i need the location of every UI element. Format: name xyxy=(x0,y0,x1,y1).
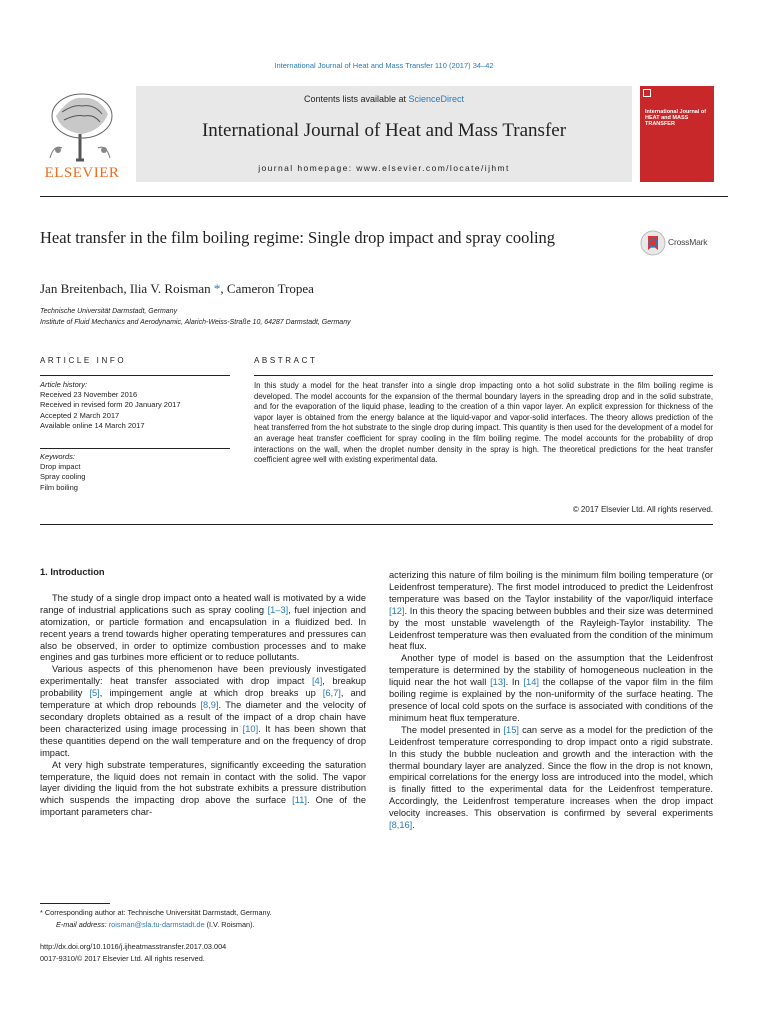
paragraph-text: , fuel injection and atomization, or particle formation and encapsulation in a fluidized bed. In recent years a trend towards higher operating temperatures and pressures can also be observed, in order to optimize combustion processes and to make engines and gas turbines more efficient or to reduce pollutants. xyxy=(40,604,366,663)
paragraph-text: , impingement angle at which drop breaks up xyxy=(99,688,323,699)
affiliation-2: Institute of Fluid Mechanics and Aerodynamic, Alarich-Weiss-Straße 10, 64287 Darmstadt, Germany xyxy=(40,319,351,326)
journal-banner xyxy=(136,86,632,182)
citation-link[interactable]: [8,9] xyxy=(200,700,219,711)
paragraph xyxy=(389,570,713,653)
citation-link[interactable]: [10] xyxy=(242,723,259,734)
paragraph xyxy=(389,725,713,832)
doi-link[interactable]: http://dx.doi.org/10.1016/j.ijheatmasstransfer.2017.03.004 xyxy=(40,942,227,951)
paragraph-text: . One of the important parameters char- xyxy=(40,795,366,818)
paragraph-text: . The diameter and the velocity of secondary droplets obtained as a result of the impact of a drop chain have been characterized using image processing in xyxy=(40,700,367,734)
history-label: Article history: xyxy=(40,380,88,389)
crossmark-badge[interactable] xyxy=(640,230,720,256)
paragraph xyxy=(389,653,713,724)
paragraph-text: . xyxy=(412,820,415,831)
paragraph-text: Another type of model is based on the assumption that the Leidenfrost temperature is determined by the stability of homogeneous nucleation in the liquid near the hot wall xyxy=(389,653,713,688)
keywords-label: Keywords: xyxy=(40,452,76,461)
article-info-heading: ARTICLE INFO xyxy=(40,356,127,365)
paper-title: Heat transfer in the film boiling regime: Single drop impact and spray cooling xyxy=(40,228,556,247)
left-paragraphs xyxy=(40,593,366,819)
journal-citation[interactable]: International Journal of Heat and Mass Transfer 110 (2017) 34–42 xyxy=(274,61,494,70)
citation-link[interactable]: [12] xyxy=(389,605,405,616)
history-item: Received in revised form 20 January 2017 xyxy=(40,400,181,410)
right-paragraphs xyxy=(389,570,713,832)
email-label: E-mail address: xyxy=(56,920,109,929)
paragraph xyxy=(40,664,366,759)
email-suffix: (I.V. Roisman). xyxy=(204,920,255,929)
citation-link[interactable]: [13] xyxy=(490,677,506,688)
body-column-left xyxy=(40,567,366,819)
journal-homepage[interactable]: journal homepage: www.elsevier.com/locate/ijhmt xyxy=(258,163,510,173)
citation-link[interactable]: [11] xyxy=(292,795,307,806)
journal-cover-thumbnail[interactable] xyxy=(640,86,714,182)
paragraph-text: . It has been shown that these quantities depend on the wall temperature and on the frequency of drop impact. xyxy=(40,723,366,758)
citation-link[interactable]: [1–3] xyxy=(267,604,289,615)
corresponding-author-note: * Corresponding author at: Technische Universität Darmstadt, Germany. xyxy=(40,908,272,917)
body-column-right xyxy=(389,570,713,832)
paragraph-text: , breakup probability xyxy=(40,676,367,699)
authors-primary: Jan Breitenbach, Ilia V. Roisman xyxy=(40,281,214,296)
crossmark-icon xyxy=(640,230,666,256)
abstract-copyright: © 2017 Elsevier Ltd. All rights reserved. xyxy=(572,505,713,514)
contents-line xyxy=(136,94,632,104)
citation-link[interactable]: [5] xyxy=(89,688,100,699)
footnote-rule xyxy=(40,903,110,904)
keyword-item: Spray cooling xyxy=(40,472,86,482)
abstract-bottom-rule xyxy=(40,524,713,525)
paragraph-text: . In xyxy=(505,677,524,688)
paragraph-text: the collapse of the vapor film in the film boiling regime is explained by the non-uniformity of the surface heating. The presence of local cold spots on the surface is associated with conditions of the minimum heat flux temperature. xyxy=(389,677,713,723)
paragraph-text: The model presented in xyxy=(401,724,504,735)
elsevier-wordmark: ELSEVIER xyxy=(44,165,120,181)
abstract-rule xyxy=(254,375,713,376)
paragraph-text: . In this theory the spacing between bubbles and their size was determined by the most unstable wavelength of the Rayleigh-Taylor instability. The Leidenfrost temperature was then evaluated from the condition of the minimum heat flux. xyxy=(389,605,714,652)
issn-line: 0017-9310/© 2017 Elsevier Ltd. All rights reserved. xyxy=(40,954,205,963)
keywords-block xyxy=(40,452,220,493)
paragraph-text: Various aspects of this phenomenon have been previously investigated experimentally: heat transfer associated with drop impact xyxy=(40,664,366,687)
keyword-item: Film boiling xyxy=(40,482,78,492)
section-heading-introduction: 1. Introduction xyxy=(40,567,105,577)
elsevier-logo[interactable] xyxy=(40,86,124,182)
citation-link[interactable]: [14] xyxy=(523,677,539,688)
author-list xyxy=(40,281,314,297)
citation-link[interactable]: [4] xyxy=(311,676,323,687)
author-email-link[interactable]: roisman@sla.tu-darmstadt.de xyxy=(108,920,205,929)
paragraph-text: At very high substrate temperatures, significantly exceeding the saturation temperature, the liquid does not remain in contact with the solid. The vapor layer dividing the liquid from the hot substrate exhibits a pressure distribution which suspends the impacting drop above the surface xyxy=(40,759,366,806)
paragraph-text: acterizing this nature of film boiling is the minimum film boiling temperature (or Leidenfrost temperature). The first model introduced to predict the Leidenfrost temperature was based on the Taylor instability of the vapor/liquid interface xyxy=(389,570,713,604)
citation-link[interactable]: [8,16] xyxy=(389,820,413,831)
affiliation-1: Technische Universität Darmstadt, Germany xyxy=(40,308,178,315)
citation-link[interactable]: [6,7] xyxy=(322,688,341,699)
crossmark-label: CrossMark xyxy=(668,237,708,247)
article-info-rule xyxy=(40,375,230,376)
keywords-rule xyxy=(40,448,230,449)
contents-prefix: Contents lists available at xyxy=(303,94,409,104)
history-item: Received 23 November 2016 xyxy=(40,390,138,400)
header-rule xyxy=(40,196,728,197)
abstract-text: In this study a model for the heat transfer into a single drop impacting onto a hot solid substrate in the film boiling regime is developed. The model accounts for the expansion of the thermal boundary layers in the spreading drop and in the solid substrate, and for the evaporation of the liquid phase, leading to the creation of a thin vapor layer. An explicit expression for thickness of the vapor layer is obtained from the energy balance at the liquid-vapor and vapor-solid interfaces. The theory allows prediction of the heat transferred from the hot substrate to the single drop during impact. This quantity is then used for the development of a model for an average heat transfer coefficient for spray cooling in the film boiling regime. The model accounts for the probability of drop interactions on the wall, when the droplet number density in the spray is high. The theoretical predictions for the heat transfer coefficient agree well with existing experimental data. xyxy=(254,381,713,465)
history-item: Available online 14 March 2017 xyxy=(40,420,145,430)
paragraph xyxy=(40,593,366,664)
history-item: Accepted 2 March 2017 xyxy=(40,410,120,420)
journal-title[interactable]: International Journal of Heat and Mass Transfer xyxy=(201,120,567,141)
email-line xyxy=(56,920,255,929)
paragraph xyxy=(40,760,366,820)
paragraph-text: The study of a single drop impact onto a heated wall is motivated by a wide range of industrial applications such as spray cooling xyxy=(40,592,366,615)
sciencedirect-link[interactable]: ScienceDirect xyxy=(408,94,465,104)
article-history xyxy=(40,380,220,431)
corresponding-author-marker[interactable]: * xyxy=(213,281,221,296)
cover-title: International Journal of HEAT and MASS TRANSFER xyxy=(645,109,707,127)
paragraph-text: can serve as a model for the prediction of the Leidenfrost temperature corresponding to drop impact onto a rigid substrate. In this study the bubble nucleation and growth and the interaction with the thermal boundary layer are analyzed. Since the flow in the drop is not known, empirical correlations for the energy loss are introduced into the model, which is finally fitted to the experimental data for the Leidenfrost temperature. Accordingly, the Leidenfrost temperature increases when the drop impact velocity increases. This observation is confirmed by several experiments xyxy=(389,724,713,819)
tree-icon xyxy=(40,86,124,164)
paragraph-text: , and temperature at which drop rebounds xyxy=(40,688,366,711)
keyword-item: Drop impact xyxy=(40,462,81,472)
cover-emblem-icon xyxy=(643,89,651,97)
citation-link[interactable]: [15] xyxy=(503,724,519,735)
abstract-heading: ABSTRACT xyxy=(254,356,318,365)
authors-secondary: , Cameron Tropea xyxy=(220,281,314,296)
